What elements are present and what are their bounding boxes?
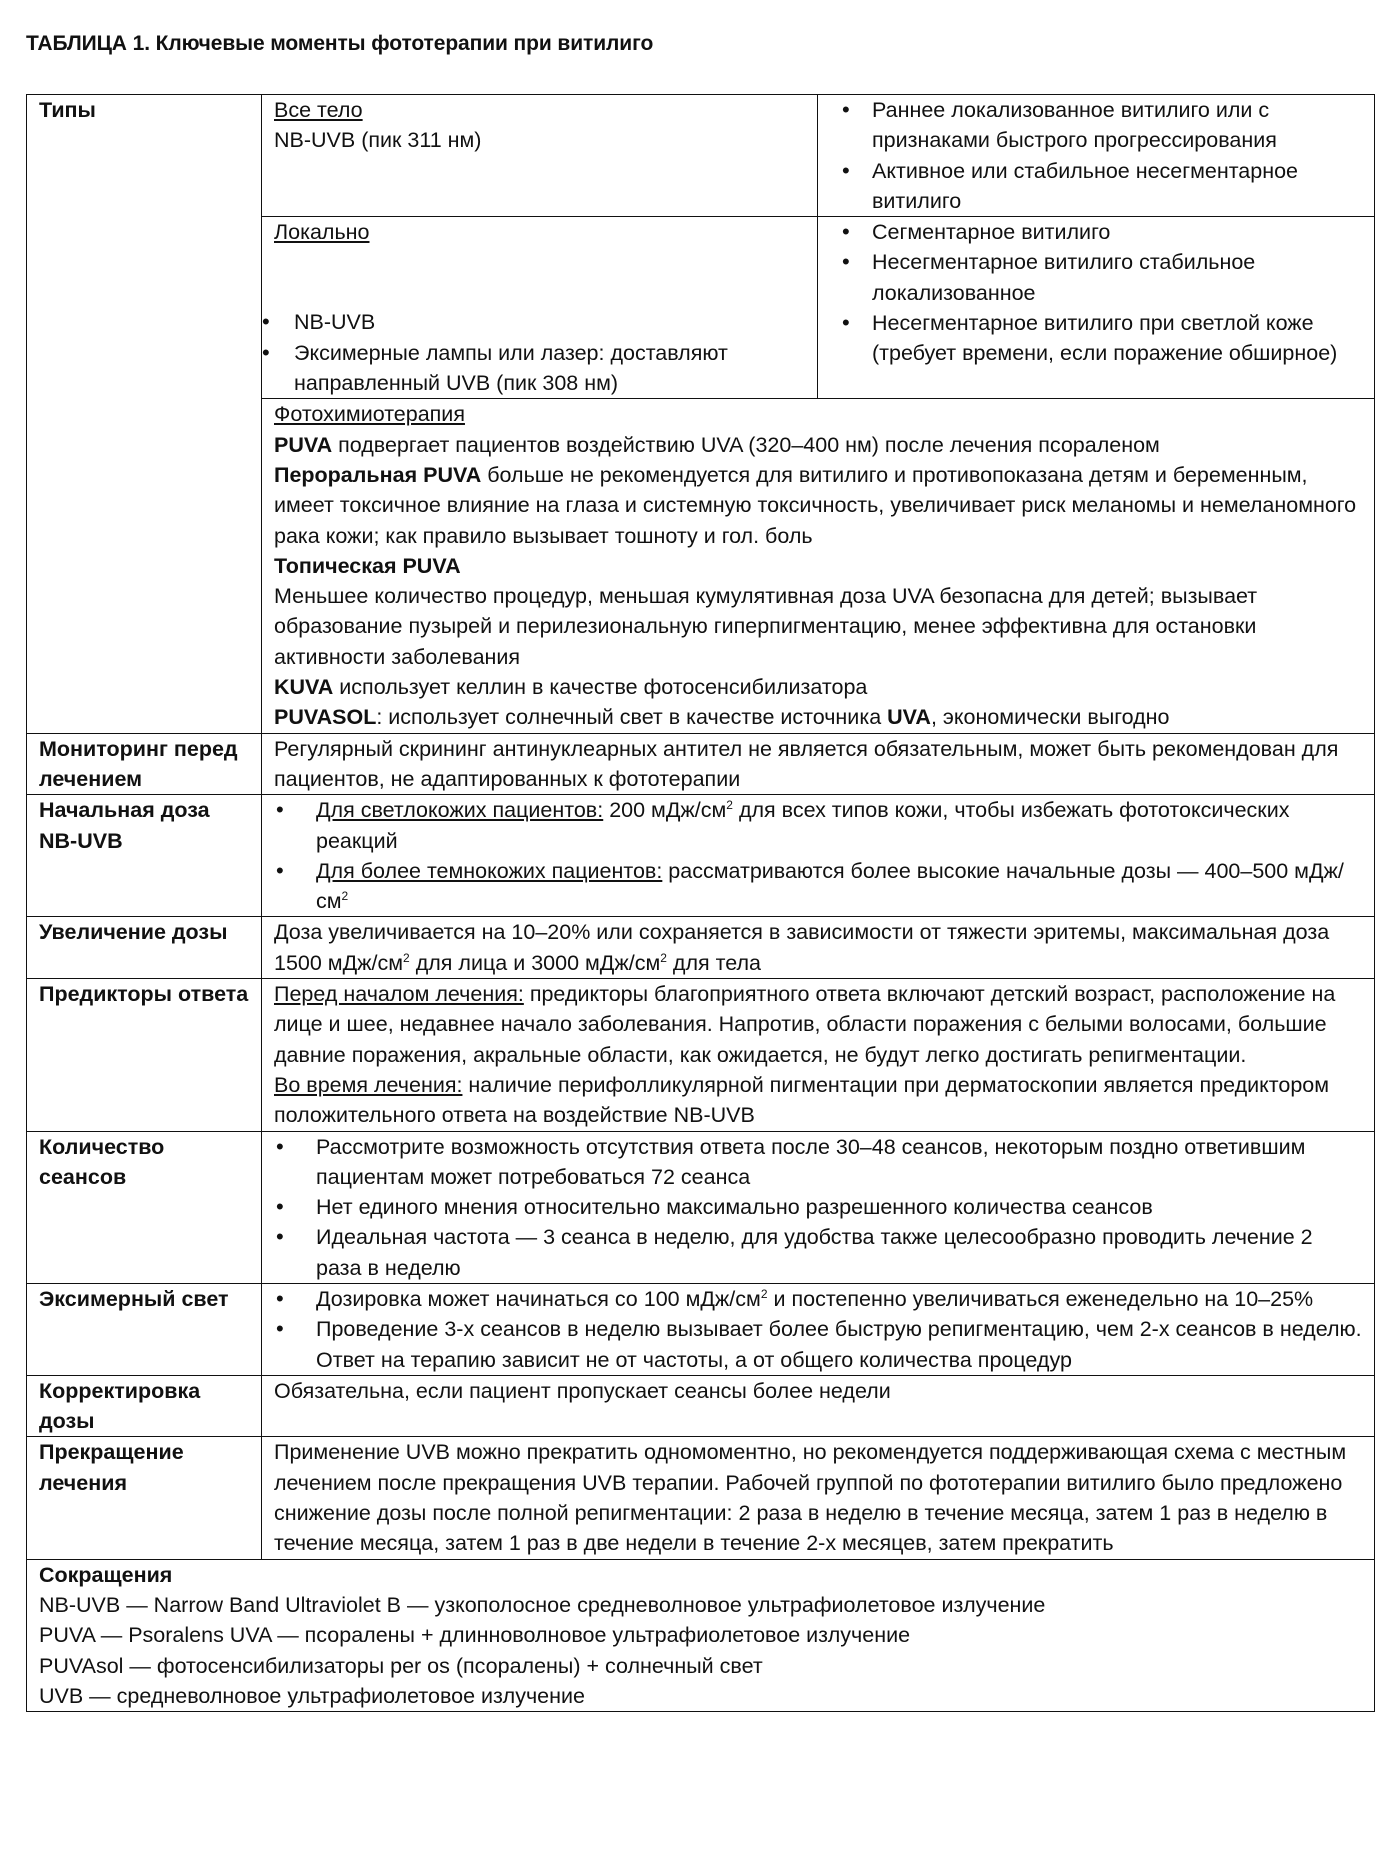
local-items-list xyxy=(274,307,807,398)
light-skin-label: Для светлокожих пациентов: xyxy=(316,798,604,823)
puvasol-text: : использует солнечный свет в качестве источника xyxy=(376,705,888,730)
puvasol-text-end: , экономически выгодно xyxy=(930,705,1170,730)
label-text: Типы xyxy=(39,98,96,122)
oral-puva-text: больше не рекомендуется для витилиго и противопоказана детям и беременным, имеет токсичное влияние на глаза и системную токсичность, увеличивает риск меланомы и немеланомного рака кожи; как правило вызывает тошноту и гол. боль xyxy=(274,462,1357,548)
cell-photochemotherapy xyxy=(262,399,1375,733)
phototherapy-table xyxy=(26,94,1375,1712)
photochemo-heading: Фотохимиотерапия xyxy=(274,402,465,427)
predictors-before xyxy=(274,979,1364,1070)
topical-puva-term: Топическая PUVA xyxy=(274,553,461,578)
table-row-dose-increase xyxy=(27,917,1375,979)
cell-excimer xyxy=(262,1283,1375,1375)
puva-text: подвергает пациентов воздействию UVA (320–400 нм) после лечения псораленом xyxy=(332,432,1160,457)
list-item xyxy=(274,856,1364,917)
cell-monitoring: Регулярный скрининг антинуклеарных антител не является обязательным, может быть рекомендован для пациентов, не адаптированных к фототерапии xyxy=(262,733,1375,795)
abbreviation-line: NB-UVB — Narrow Band Ultraviolet B — узкополосное средневолновое ультрафиолетовое излучение xyxy=(39,1592,1046,1617)
cell-whole-body xyxy=(262,95,818,217)
kuva-text: использует келлин в качестве фотосенсибилизатора xyxy=(333,675,868,700)
superscript: 2 xyxy=(760,1286,768,1301)
sessions-list xyxy=(274,1132,1364,1283)
whole-body-heading: Все тело xyxy=(274,98,363,122)
list-item: • Нет единого мнения относительно максимально разрешенного количества сеансов xyxy=(274,1192,1364,1222)
list-item: • Раннее локализованное витилиго или с признаками быстрого прогрессирования xyxy=(830,95,1364,156)
oral-puva-term: Пероральная PUVA xyxy=(274,462,482,487)
list-item xyxy=(274,795,1364,856)
cell-dose-adjust: Обязательна, если пациент пропускает сеансы более недели xyxy=(262,1375,1375,1437)
predictors-during xyxy=(274,1070,1364,1131)
puvasol-paragraph xyxy=(274,702,1364,732)
dose-increase-text: Доза увеличивается на 10–20% или сохраняется в зависимости от тяжести эритемы, максимальная доза 1500 мДж/см xyxy=(274,920,1330,975)
list-item: • Проведение 3-х сеансов в неделю вызывает более быструю репигментацию, чем 2-х сеансов в неделю. Ответ на терапию зависит не от частоты, а от общего количества процедур xyxy=(274,1314,1364,1375)
superscript: 2 xyxy=(660,950,667,965)
spacer xyxy=(274,247,807,307)
table-row-abbreviations xyxy=(27,1559,1375,1711)
list-item: • Активное или стабильное несегментарное витилиго xyxy=(830,156,1364,217)
oral-puva-paragraph xyxy=(274,460,1364,551)
abbreviation-line: PUVAsol — фотосенсибилизаторы per os (псоралены) + солнечный свет xyxy=(39,1653,763,1678)
abbreviations-heading: Сокращения xyxy=(39,1562,173,1587)
dark-skin-label: Для более темнокожих пациентов: xyxy=(316,858,663,883)
row-label-predictors: Предикторы ответа xyxy=(27,979,262,1131)
item-text: 200 мДж/см xyxy=(603,798,727,823)
list-item: • Несегментарное витилиго стабильное локализованное xyxy=(830,247,1364,308)
item-text: для всех типов кожи, чтобы избежать фототоксических реакций xyxy=(316,798,1290,853)
during-label: Во время лечения: xyxy=(274,1072,463,1097)
row-label-excimer: Эксимерный свет xyxy=(27,1283,262,1375)
cell-initial-dose xyxy=(262,795,1375,917)
superscript: 2 xyxy=(726,798,733,813)
table-row-initial-dose xyxy=(27,795,1375,917)
table-title: ТАБЛИЦА 1. Ключевые моменты фототерапии при витилиго xyxy=(26,32,654,55)
row-label-types xyxy=(27,95,262,734)
superscript: 2 xyxy=(403,950,410,965)
row-label-dose-adjust: Корректировка дозы xyxy=(27,1375,262,1437)
puva-paragraph xyxy=(274,430,1364,460)
row-label-sessions: Количество сеансов xyxy=(27,1131,262,1283)
local-indications-list xyxy=(830,217,1364,368)
table-row-excimer xyxy=(27,1283,1375,1375)
list-item: • NB-UVB xyxy=(274,307,807,337)
abbreviation-line: PUVA — Psoralens UVA — псоралены + длинноволновое ультрафиолетовое излучение xyxy=(39,1623,911,1648)
list-item: • Сегментарное витилиго xyxy=(830,217,1364,247)
puva-term: PUVA xyxy=(274,432,333,457)
row-label-stop: Прекращение лечения xyxy=(27,1437,262,1559)
list-item: • Идеальная частота — 3 сеанса в неделю, для удобства также целесообразно проводить лечение 2 раза в неделю xyxy=(274,1222,1364,1283)
dose-increase-text: для тела xyxy=(666,950,761,975)
list-item: • Эксимерные лампы или лазер: доставляют направленный UVB (пик 308 нм) xyxy=(274,338,807,399)
puvasol-term: PUVASOL xyxy=(274,705,377,730)
kuva-term: KUVA xyxy=(274,675,334,700)
cell-local-indications xyxy=(818,217,1375,399)
cell-whole-body-indications xyxy=(818,95,1375,217)
item-text: рассматриваются более высокие начальные дозы — 400–500 мДж/см xyxy=(316,858,1344,914)
row-label-initial-dose: Начальная доза NB-UVB xyxy=(27,795,262,917)
cell-dose-increase xyxy=(262,917,1375,979)
whole-body-indications-list xyxy=(830,95,1364,216)
cell-stop: Применение UVB можно прекратить одномоментно, но рекомендуется поддерживающая схема с местным лечением после прекращения UVB терапии. Рабочей группой по фототерапии витилиго было предложено снижение дозы после полной репигментации: 2 раза в неделю в течение месяца, затем 1 раз в неделю в течение месяца, затем 1 раз в две недели в течение 2-х месяцев, затем прекратить xyxy=(262,1437,1375,1559)
kuva-paragraph xyxy=(274,672,1364,702)
list-item: • Рассмотрите возможность отсутствия ответа после 30–48 сеансов, некоторым поздно ответившим пациентам может потребоваться 72 сеанса xyxy=(274,1132,1364,1193)
table-row-stop xyxy=(27,1437,1375,1559)
superscript: 2 xyxy=(341,889,349,904)
topical-puva-text: Меньшее количество процедур, меньшая кумулятивная доза UVA безопасна для детей; вызывает образование пузырей и перилезиональную гиперпигментацию, менее эффективна для остановки активности заболевания xyxy=(274,584,1258,669)
cell-sessions xyxy=(262,1131,1375,1283)
cell-abbreviations xyxy=(27,1559,1375,1711)
abbreviation-line: UVB — средневолновое ультрафиолетовое излучение xyxy=(39,1683,585,1708)
cell-predictors xyxy=(262,979,1375,1131)
table-row-types-whole-body xyxy=(27,95,1375,217)
whole-body-text: NB-UVB (пик 311 нм) xyxy=(274,128,482,153)
table-row-sessions xyxy=(27,1131,1375,1283)
row-label-monitoring: Мониторинг перед лечением xyxy=(27,733,262,795)
initial-dose-list xyxy=(274,795,1364,916)
item-text: и постепенно увеличиваться еженедельно на 10–25% xyxy=(767,1286,1314,1311)
before-label: Перед началом лечения: xyxy=(274,982,524,1007)
dose-increase-text: для лица и 3000 мДж/см xyxy=(409,950,661,975)
excimer-list xyxy=(274,1284,1364,1375)
uva-term: UVA xyxy=(887,705,931,730)
item-text: Дозировка может начинаться со 100 мДж/см xyxy=(316,1286,761,1311)
row-label-dose-increase: Увеличение дозы xyxy=(27,917,262,979)
list-item xyxy=(274,1284,1364,1314)
list-item: • Несегментарное витилиго при светлой коже (требует времени, если поражение обширное) xyxy=(830,308,1364,369)
before-text: предикторы благоприятного ответа включают детский возраст, расположение на лице и шее, недавнее начало заболевания. Напротив, области поражения с белыми волосами, большие давние поражения, акральные области, как ожидается, не будут легко достигать репигментации. xyxy=(274,982,1336,1067)
cell-local xyxy=(262,217,818,399)
during-text: наличие перифолликулярной пигментации при дерматоскопии является предиктором положительного ответа на воздействие NB-UVB xyxy=(274,1072,1330,1128)
table-row-predictors xyxy=(27,979,1375,1131)
local-heading: Локально xyxy=(274,220,370,245)
table-row-dose-adjust xyxy=(27,1375,1375,1437)
table-row-monitoring xyxy=(27,733,1375,795)
